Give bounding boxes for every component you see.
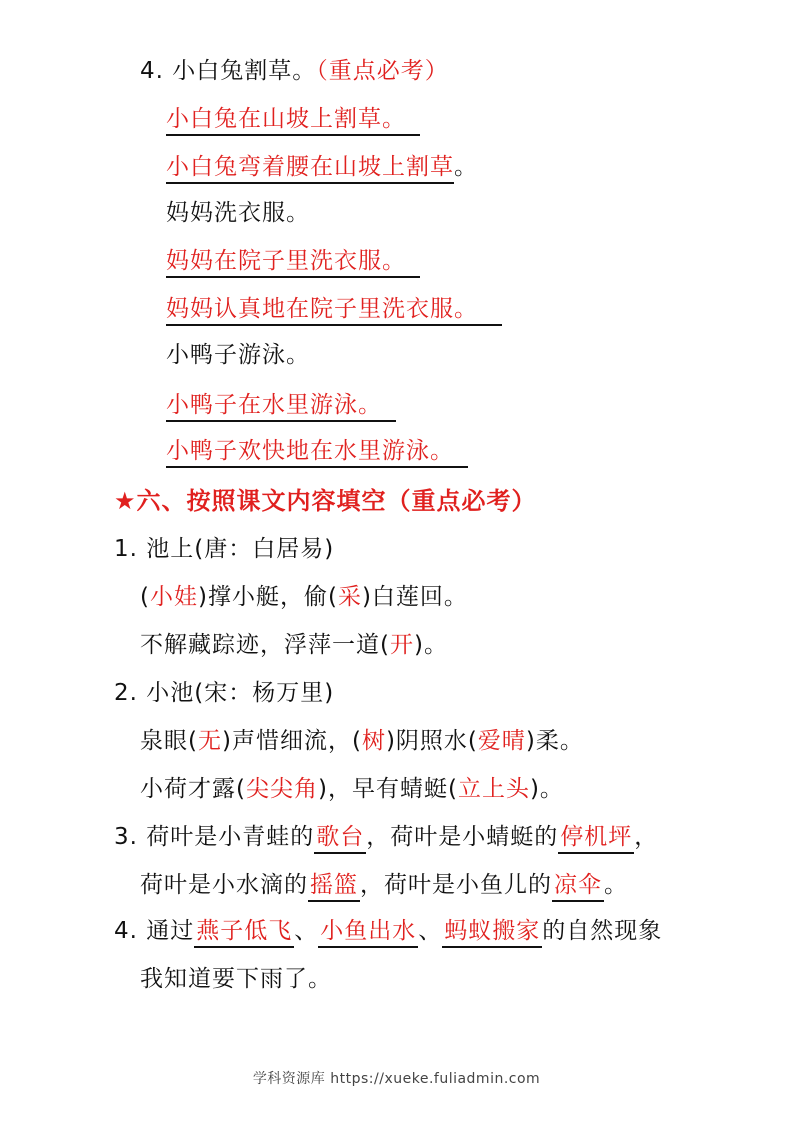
fill-answer: 歌台 [314, 824, 366, 854]
text-segment: 荷叶是小水滴的 [140, 872, 308, 898]
text-segment: ( [140, 584, 150, 610]
example-text: 小鸭子游泳。 [166, 342, 310, 368]
text-segment: )声惜细流，( [221, 728, 362, 754]
example-line [166, 340, 310, 370]
footer-source: 学科资源库 https://xueke.fuliadmin.com [252, 1071, 541, 1087]
fill-answer: 无 [197, 728, 222, 754]
item4b-line1 [114, 916, 662, 946]
answer-line [166, 294, 502, 324]
fill-answer: 摇篮 [308, 872, 360, 902]
text-segment: 的自然现象 [542, 918, 663, 944]
text-segment: 泉眼( [140, 728, 198, 754]
item4-title-note: （重点必考） [316, 58, 449, 84]
text-segment: )，早有蜻蜓( [317, 776, 458, 802]
text-segment: 。 [604, 872, 628, 898]
fill-answer: 凉伞 [552, 872, 604, 902]
answer-line [166, 152, 478, 182]
text-segment: 4. 通过 [114, 918, 195, 944]
fill-answer: 立上头 [457, 776, 530, 802]
answer-text: 妈妈认真地在院子里洗衣服。 [166, 296, 502, 326]
fill-answer: 采 [337, 584, 362, 610]
answer-text: 小白兔在山坡上割草。 [166, 106, 420, 136]
text-segment: 不解藏踪迹，浮萍一道( [140, 632, 390, 658]
answer-line [166, 390, 396, 420]
poem2-title: 2. 小池(宋：杨万里) [114, 680, 335, 706]
example-line [166, 198, 310, 228]
fill-answer: 小鱼出水 [318, 918, 418, 948]
text-segment: )撑小艇，偷( [197, 584, 338, 610]
text-segment: 3. 荷叶是小青蛙的 [114, 824, 315, 850]
item3-line1 [114, 822, 658, 852]
item4b-line2: 我知道要下雨了。 [140, 966, 332, 992]
answer-line [166, 246, 420, 276]
item4-title [140, 56, 449, 86]
item3-line2 [140, 870, 628, 900]
example-text: 妈妈洗衣服。 [166, 200, 310, 226]
answer-line [166, 436, 468, 466]
fill-answer: 爱晴 [477, 728, 526, 754]
poem2-line2 [140, 774, 564, 804]
text-segment: 、 [294, 918, 319, 944]
text-segment: ， [634, 824, 659, 850]
poem2-line1 [140, 726, 584, 756]
text-segment: )。 [413, 632, 448, 658]
fill-answer: 开 [389, 632, 414, 658]
text-segment: )白莲回。 [361, 584, 468, 610]
answer-text: 妈妈在院子里洗衣服。 [166, 248, 420, 278]
fill-answer: 蚂蚁搬家 [442, 918, 542, 948]
text-segment: ，荷叶是小鱼儿的 [360, 872, 552, 898]
text-segment: 小荷才露( [140, 776, 246, 802]
text-segment: )柔。 [525, 728, 584, 754]
poem1-line2 [140, 630, 448, 660]
item4-title-text: 4. 小白兔割草。 [140, 58, 317, 84]
fill-answer: 尖尖角 [245, 776, 318, 802]
fill-answer: 树 [361, 728, 386, 754]
fill-answer: 停机坪 [558, 824, 634, 854]
text-segment: ，荷叶是小蜻蜓的 [366, 824, 559, 850]
poem1-line1 [140, 582, 468, 612]
answer-suffix: 。 [454, 154, 478, 180]
answer-text: 小鸭子欢快地在水里游泳。 [166, 438, 468, 468]
text-segment: )阴照水( [385, 728, 478, 754]
answer-line [166, 104, 420, 134]
answer-text: 小白兔弯着腰在山坡上割草 [166, 154, 454, 184]
text-segment: )。 [529, 776, 564, 802]
poem1-title: 1. 池上(唐：白居易) [114, 536, 335, 562]
fill-answer: 燕子低飞 [194, 918, 294, 948]
text-segment: 、 [418, 918, 443, 944]
section-heading: ★六、按照课文内容填空（重点必考） [114, 487, 537, 515]
fill-answer: 小娃 [149, 584, 198, 610]
answer-text: 小鸭子在水里游泳。 [166, 392, 396, 422]
